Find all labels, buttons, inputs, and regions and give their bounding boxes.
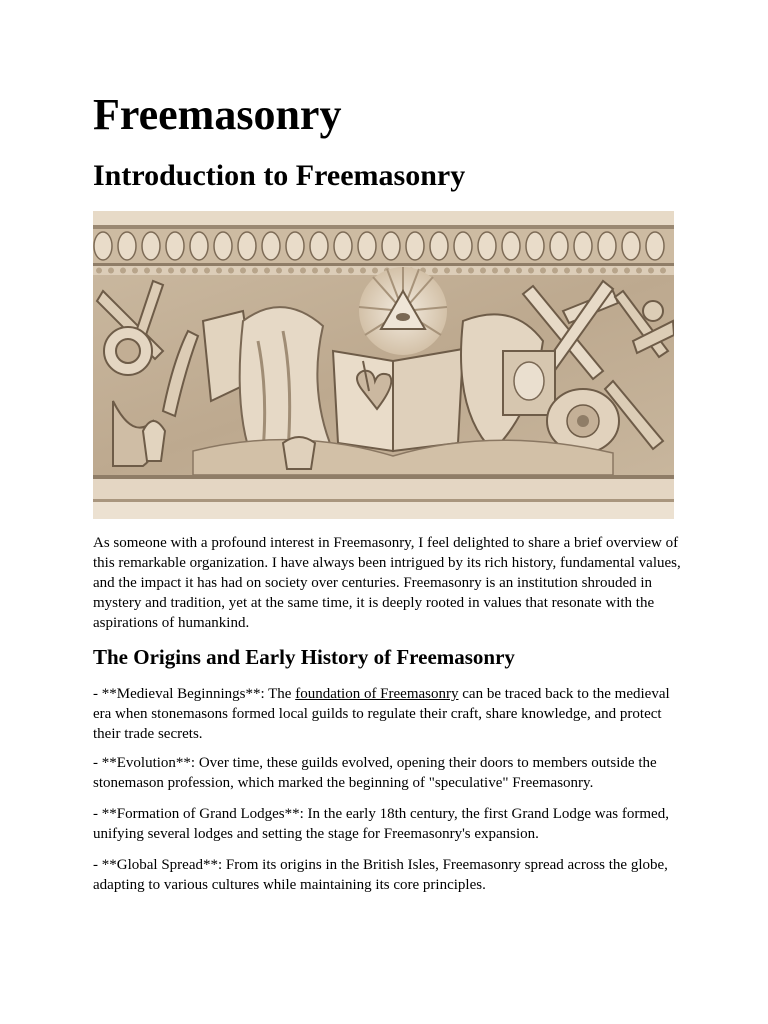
intro-paragraph: As someone with a profound interest in Freemasonry, I feel delighted to share a brief overview of this remarkable organization. I have always been intrigued by its rich history, fundamental values, and the impact it has had on society over centuries. Freemasonry is an institution shrouded in mystery and tradition, yet at the same time, it is deeply rooted in values that resonate with the aspirations of humankind. [93,535,681,631]
list-item-global-spread: - **Global Spread**: From its origins in the British Isles, Freemasonry spread across the globe, adapting to various cultures while maintaining its core principles. [93,857,668,893]
list-item-grand-lodges: - **Formation of Grand Lodges**: In the early 18th century, the first Grand Lodge was formed, unifying several lodges and setting the stage for Freemasonry's expansion. [93,806,669,842]
list-item-medieval-beginnings [93,684,685,744]
masonic-relief-illustration [93,211,674,519]
list-item-text: can be traced back to the medieval era when stonemasons formed local guilds to regulate their craft, share knowledge, and protect their trade secrets. [93,686,670,742]
list-item-evolution: - **Evolution**: Over time, these guilds evolved, opening their doors to members outside the stonemason profession, which marked the beginning of "speculative" Freemasonry. [93,755,657,791]
list-item-text: - **Medieval Beginnings**: The [93,686,296,702]
hero-image [93,211,674,519]
foundation-of-freemasonry-link[interactable]: foundation of Freemasonry [295,686,459,702]
section-heading: The Origins and Early History of Freemasonry [93,645,515,669]
page-title: Freemasonry [93,90,342,139]
page-subtitle: Introduction to Freemasonry [93,159,466,192]
